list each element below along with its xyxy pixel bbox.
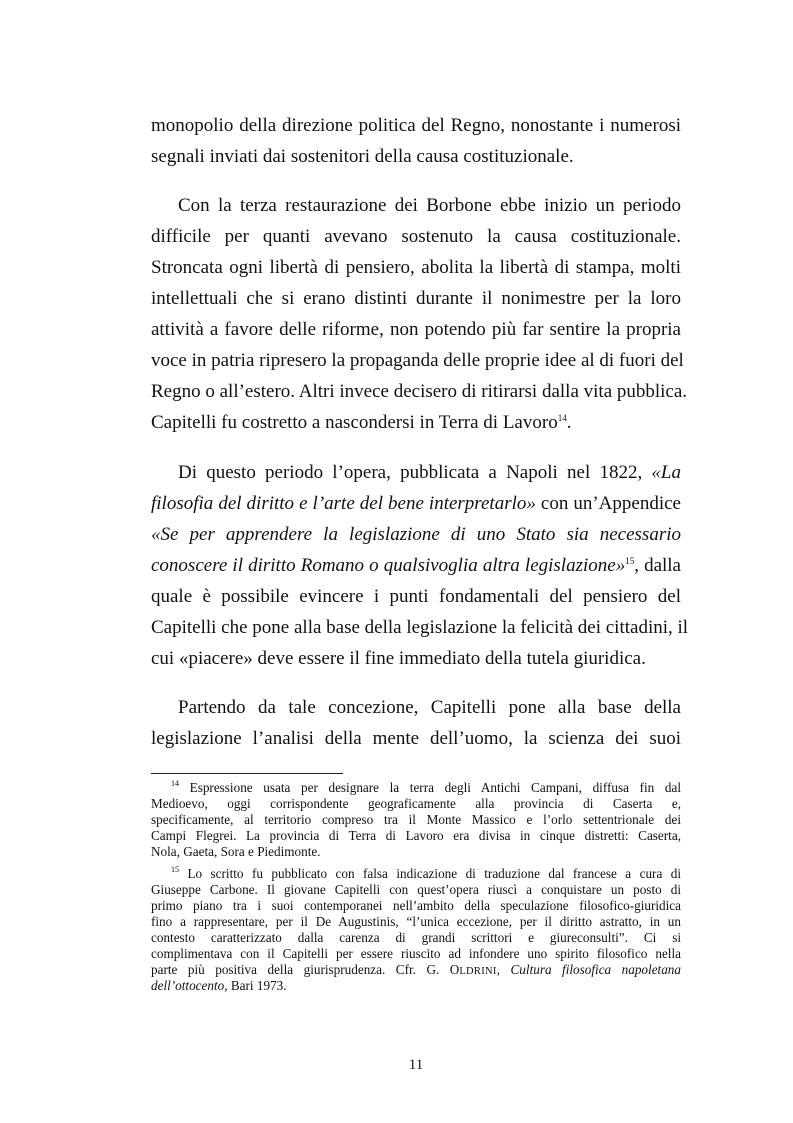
footnote-14-line: Medioevo, oggi corrispondente geograficamente alla provincia di Caserta e, <box>151 796 681 811</box>
footnote-15-line: Giuseppe Carbone. Il giovane Capitelli con quest’opera riuscì a conquistare un posto di <box>151 882 681 897</box>
footnote-15-line <box>151 962 681 978</box>
body-line <box>151 408 681 438</box>
footnote-text: , <box>496 962 511 977</box>
body-text: Capitelli fu costretto a nascondersi in Terra di Lavoro <box>151 412 558 433</box>
body-line: quale è possibile evincere i punti fondamentali del pensiero del <box>151 586 681 607</box>
body-line: monopolio della direzione politica del Regno, nonostante i numerosi <box>151 115 681 136</box>
footnote-14-line: Campi Flegrei. La provincia di Terra di Lavoro era divisa in cinque distretti: Caserta, <box>151 828 681 843</box>
body-line: segnali inviati dai sostenitori della causa costituzionale. <box>151 146 574 167</box>
footnote-separator <box>151 773 343 774</box>
citation-title: dell’ottocento <box>151 978 225 993</box>
body-line: voce in patria ripresero la propaganda delle proprie idee al di fuori del <box>151 350 684 371</box>
footnote-ref-14[interactable]: 14 <box>557 413 567 423</box>
body-line <box>151 551 681 581</box>
footnote-15-line: primo piano tra i suoi contemporanei nell’ambito della speculazione filosofico-giuridica <box>151 898 681 913</box>
body-text: con un’Appendice <box>535 493 681 514</box>
body-line: difficile per quanti avevano sostenuto la causa costituzionale. <box>151 226 681 247</box>
body-line: intellettuali che si erano distinti durante il nonimestre per la loro <box>151 288 681 309</box>
document-page <box>151 0 689 1123</box>
footnote-14-line: Nola, Gaeta, Sora e Piedimonte. <box>151 844 321 859</box>
footnote-14-line: specificamente, al territorio compreso tra il Monte Massico e l’orlo settentrionale dei <box>151 812 681 827</box>
footnote-text: Lo scritto fu pubblicato con falsa indicazione di traduzione dal francese a cura di <box>187 866 681 881</box>
body-line <box>151 458 681 488</box>
body-line <box>151 489 681 519</box>
body-line <box>151 520 681 550</box>
footnote-text: parte più positiva della giurisprudenza. Cfr. G. <box>151 962 450 977</box>
body-line: Partendo da tale concezione, Capitelli pone alla base della <box>178 697 681 718</box>
body-line: Con la terza restaurazione dei Borbone ebbe inizio un periodo <box>178 195 681 216</box>
footnote-15-line <box>151 866 681 882</box>
citation-title: Cultura filosofica napoletana <box>510 962 681 977</box>
footnote-15-line: contesto caratterizzato dalla carenza di grandi scrittori e giureconsulti”. Ci si <box>151 930 681 945</box>
footnote-15-line: complimentava con il Capitelli per essere riuscito ad infondere uno spirito filosofico nella <box>151 946 681 961</box>
body-line: legislazione l’analisi della mente dell’uomo, la scienza dei suoi <box>151 728 681 749</box>
body-text: Di questo periodo l’opera, pubblicata a Napoli nel 1822, <box>178 462 652 483</box>
body-line: Capitelli che pone alla base della legislazione la felicità dei cittadini, il <box>151 617 689 638</box>
body-line: attività a favore delle riforme, non potendo più far sentire la propria <box>151 319 681 340</box>
footnote-text: , Bari 1973. <box>224 978 287 993</box>
page-number: 11 <box>408 1057 424 1073</box>
body-line: cui «piacere» deve essere il fine immediato della tutela giuridica. <box>151 648 646 669</box>
title-italic: filosofia del diritto e l’arte del bene interpretarlo» <box>151 493 536 514</box>
footnote-number: 14 <box>171 779 179 788</box>
body-text: , dalla <box>634 555 681 576</box>
body-line: Stroncata ogni libertà di pensiero, abolita la libertà di stampa, molti <box>151 257 681 278</box>
footnote-14-line <box>151 780 681 796</box>
title-italic: «Se per apprendere la legislazione di uno Stato sia necessario <box>151 524 681 545</box>
author-small-caps: LDRINI <box>459 966 497 977</box>
footnote-15-line <box>151 978 681 994</box>
footnote-15-line: fino a rappresentare, per il De Augustinis, “l’unica eccezione, per il diritto astratto, in un <box>151 914 681 929</box>
body-line: Regno o all’estero. Altri invece decisero di ritirarsi dalla vita pubblica. <box>151 381 688 402</box>
footnote-text: Espressione usata per designare la terra degli Antichi Campani, diffusa fin dal <box>189 780 682 795</box>
title-italic: «La <box>651 462 681 483</box>
body-text: . <box>566 412 572 433</box>
title-italic: conoscere il diritto Romano o qualsivoglia altra legislazione» <box>151 555 626 576</box>
author-initial: O <box>449 962 460 977</box>
footnote-ref-15[interactable]: 15 <box>625 556 635 566</box>
footnote-number: 15 <box>171 865 179 874</box>
